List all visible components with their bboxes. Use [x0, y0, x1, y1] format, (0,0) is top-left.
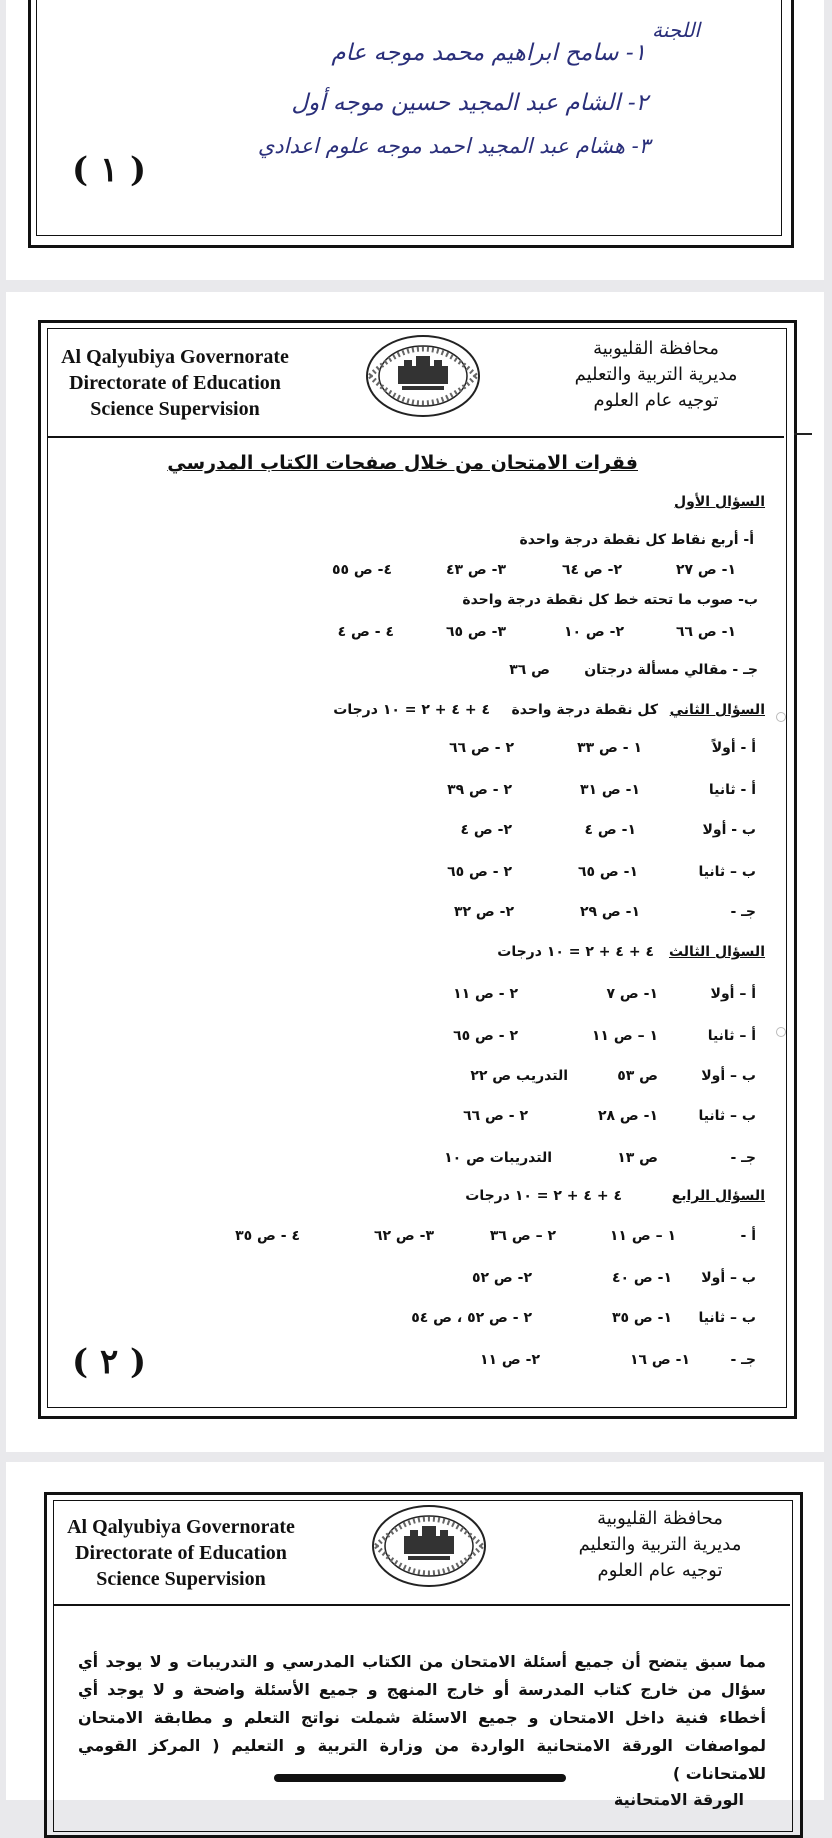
q1-a-item-1: ١- ص ٢٧ — [675, 562, 736, 578]
q4-row-1-col-2: ٢- ص ٥٢ — [471, 1270, 532, 1286]
q2-row-2-label: أ - ثانيا — [708, 782, 756, 798]
q2-row-3-label: ب - أولا — [702, 822, 756, 838]
page-2-title: فقرات الامتحان من خلال صفحات الكتاب المدرسي — [167, 452, 638, 474]
q4-a-item-3: ٣- ص ٦٢ — [373, 1228, 434, 1244]
header-arabic-line-3: توجيه عام العلوم — [593, 390, 719, 411]
right-edge-dot — [776, 712, 786, 722]
q3-row-1-col-2: ٢ - ص ١١ — [453, 986, 518, 1002]
page-1-number: ( ١ ) — [72, 150, 147, 190]
q2-row-1-col-1: ١ - ص ٣٣ — [577, 740, 642, 756]
header-arabic-line-1: محافظة القليوبية — [593, 338, 719, 359]
header-divider — [48, 436, 784, 438]
q3-row-3-col-2: التدريب ص ٢٢ — [470, 1068, 568, 1084]
summary-paragraph: مما سبق يتضح أن جميع أسئلة الامتحان من الكتاب المدرسي و التدريبات و لا يوجد أي سؤال من خارج كتاب المدرسة أو خارج المنهج و جميع الأسئلة واضحة و لا يوجد أي أخطاء فنية داخل الامتحان و جميع الاسئلة شملت نواتج التعلم و مطابقة الامتحان لمواصفات الورقة الامتحانية الواردة من وزارة التربية و التعليم ( المركز القومي للامتحانات ) — [78, 1652, 766, 1783]
header-arabic-line-2: مديرية التربية والتعليم — [574, 364, 738, 385]
q3-marks: ٤ + ٤ + ٢ = ١٠ درجات — [497, 944, 654, 960]
q4-a-label: أ - — [740, 1228, 756, 1244]
header-english — [52, 344, 298, 422]
q3-title: السؤال الثالث — [668, 944, 765, 960]
header-arabic — [538, 336, 774, 414]
q3-row-1-label: أ – أولا — [710, 986, 756, 1002]
q2-row-5-label: جـ - — [730, 904, 756, 920]
header-english-line-3: Science Supervision — [90, 398, 260, 420]
q1-b-label: ب- صوب ما تحته خط كل نقطة درجة واحدة — [462, 592, 758, 608]
page-3 — [6, 1462, 824, 1809]
home-indicator[interactable] — [274, 1774, 566, 1782]
q2-row-5-col-2: ٢- ص ٣٢ — [453, 904, 514, 920]
header-arabic-line-3: توجيه عام العلوم — [597, 1560, 723, 1581]
q4-a-item-2: ٢ – ص ٣٦ — [489, 1228, 556, 1244]
summary-cutoff-line: الورقة الامتحانية — [613, 1790, 744, 1809]
header-english-line-2: Directorate of Education — [69, 372, 281, 394]
q3-row-5-label: جـ - — [730, 1150, 756, 1166]
right-edge-dot — [776, 1027, 786, 1037]
page-2 — [6, 292, 824, 1452]
q4-row-2-col-2: ٢ - ص ٥٢ ، ص ٥٤ — [411, 1310, 532, 1326]
q1-title: السؤال الأول — [674, 494, 765, 510]
header-english — [58, 1514, 304, 1592]
q1-b-item-3: ٣- ص ٦٥ — [445, 624, 506, 640]
q3-row-5-col-2: التدريبات ص ١٠ — [444, 1150, 552, 1166]
q1-b-item-1: ١- ص ٦٦ — [675, 624, 736, 640]
header-english-line-1: Al Qalyubiya Governorate — [67, 1516, 295, 1538]
governorate-seal-icon — [364, 334, 482, 418]
q4-row-2-label: ب – ثانيا — [698, 1310, 756, 1326]
header-english-line-1: Al Qalyubiya Governorate — [61, 346, 289, 368]
q2-row-4-col-2: ٢ - ص ٦٥ — [447, 864, 512, 880]
q3-row-2-col-2: ٢ - ص ٦٥ — [453, 1028, 518, 1044]
handwritten-member-1: ١- سامح ابراهيم محمد موجه عام — [331, 40, 646, 66]
page-1 — [6, 0, 824, 280]
q3-row-2-col-1: ١ – ص ١١ — [591, 1028, 658, 1044]
q1-b-item-2: ٢- ص ١٠ — [563, 624, 624, 640]
q4-row-3-col-2: ٢- ص ١١ — [479, 1352, 540, 1368]
right-edge-mark — [794, 433, 812, 435]
header-arabic-line-1: محافظة القليوبية — [597, 1508, 723, 1529]
q2-row-4-col-1: ١- ص ٦٥ — [577, 864, 638, 880]
q4-title: السؤال الرابع — [671, 1188, 765, 1204]
q4-a-item-1: ١ – ص ١١ — [609, 1228, 676, 1244]
q1-c-label: جـ - مقالي مسألة درجتان — [584, 662, 758, 678]
q3-row-1-col-1: ١- ص ٧ — [606, 986, 658, 1002]
q2-row-3-col-2: ٢- ص ٤ — [460, 822, 512, 838]
q2-row-2-col-2: ٢ - ص ٣٩ — [447, 782, 512, 798]
q1-a-label: أ- أربع نقاط كل نقطة درجة واحدة — [519, 532, 754, 548]
page-2-border-inner — [47, 328, 787, 1408]
governorate-seal-icon — [370, 1504, 488, 1588]
q4-row-2-col-1: ١- ص ٣٥ — [611, 1310, 672, 1326]
handwritten-member-3: ٣- هشام عبد المجيد احمد موجه علوم اعدادي — [257, 134, 650, 158]
handwritten-heading: اللجنة — [652, 18, 700, 42]
q1-a-item-2: ٢- ص ٦٤ — [561, 562, 622, 578]
q2-note: كل نقطة درجة واحدة — [511, 702, 658, 718]
handwritten-member-2: ٢- الشام عبد المجيد حسين موجه أول — [291, 90, 648, 116]
q2-row-2-col-1: ١- ص ٣١ — [579, 782, 640, 798]
q1-a-item-3: ٣- ص ٤٣ — [445, 562, 506, 578]
header-arabic — [542, 1506, 778, 1584]
q3-row-4-label: ب – ثانيا — [698, 1108, 756, 1124]
q3-row-2-label: أ – ثانيا — [707, 1028, 756, 1044]
q4-a-item-4: ٤ - ص ٣٥ — [235, 1228, 300, 1244]
q2-row-5-col-1: ١- ص ٢٩ — [579, 904, 640, 920]
q3-row-3-col-1: ص ٥٣ — [617, 1068, 658, 1084]
q4-marks: ٤ + ٤ + ٢ = ١٠ درجات — [465, 1188, 622, 1204]
q3-row-5-col-1: ص ١٣ — [617, 1150, 658, 1166]
header-divider — [54, 1604, 790, 1606]
q4-row-1-label: ب – أولا — [701, 1270, 756, 1286]
header-arabic-line-2: مديرية التربية والتعليم — [578, 1534, 742, 1555]
q1-c-item-1: ص ٣٦ — [509, 662, 550, 678]
q4-row-3-col-1: ١- ص ١٦ — [629, 1352, 690, 1368]
q3-row-4-col-1: ١- ص ٢٨ — [597, 1108, 658, 1124]
q2-title: السؤال الثاني — [669, 702, 765, 718]
page-2-number: ( ٢ ) — [72, 1342, 147, 1382]
q3-row-3-label: ب – أولا — [701, 1068, 756, 1084]
q2-marks: ٤ + ٤ + ٢ = ١٠ درجات — [333, 702, 490, 718]
q3-row-4-col-2: ٢ - ص ٦٦ — [463, 1108, 528, 1124]
q1-a-item-4: ٤- ص ٥٥ — [331, 562, 392, 578]
header-english-line-3: Science Supervision — [96, 1568, 266, 1590]
q1-b-item-4: ٤ - ص ٤ — [337, 624, 394, 640]
q4-row-1-col-1: ١- ص ٤٠ — [611, 1270, 672, 1286]
header-english-line-2: Directorate of Education — [75, 1542, 287, 1564]
q2-row-1-label: أ - أولاً — [711, 740, 756, 756]
q4-row-3-label: جـ - — [730, 1352, 756, 1368]
q2-row-3-col-1: ١- ص ٤ — [584, 822, 636, 838]
q2-row-1-col-2: ٢ - ص ٦٦ — [449, 740, 514, 756]
q2-row-4-label: ب – ثانيا — [698, 864, 756, 880]
